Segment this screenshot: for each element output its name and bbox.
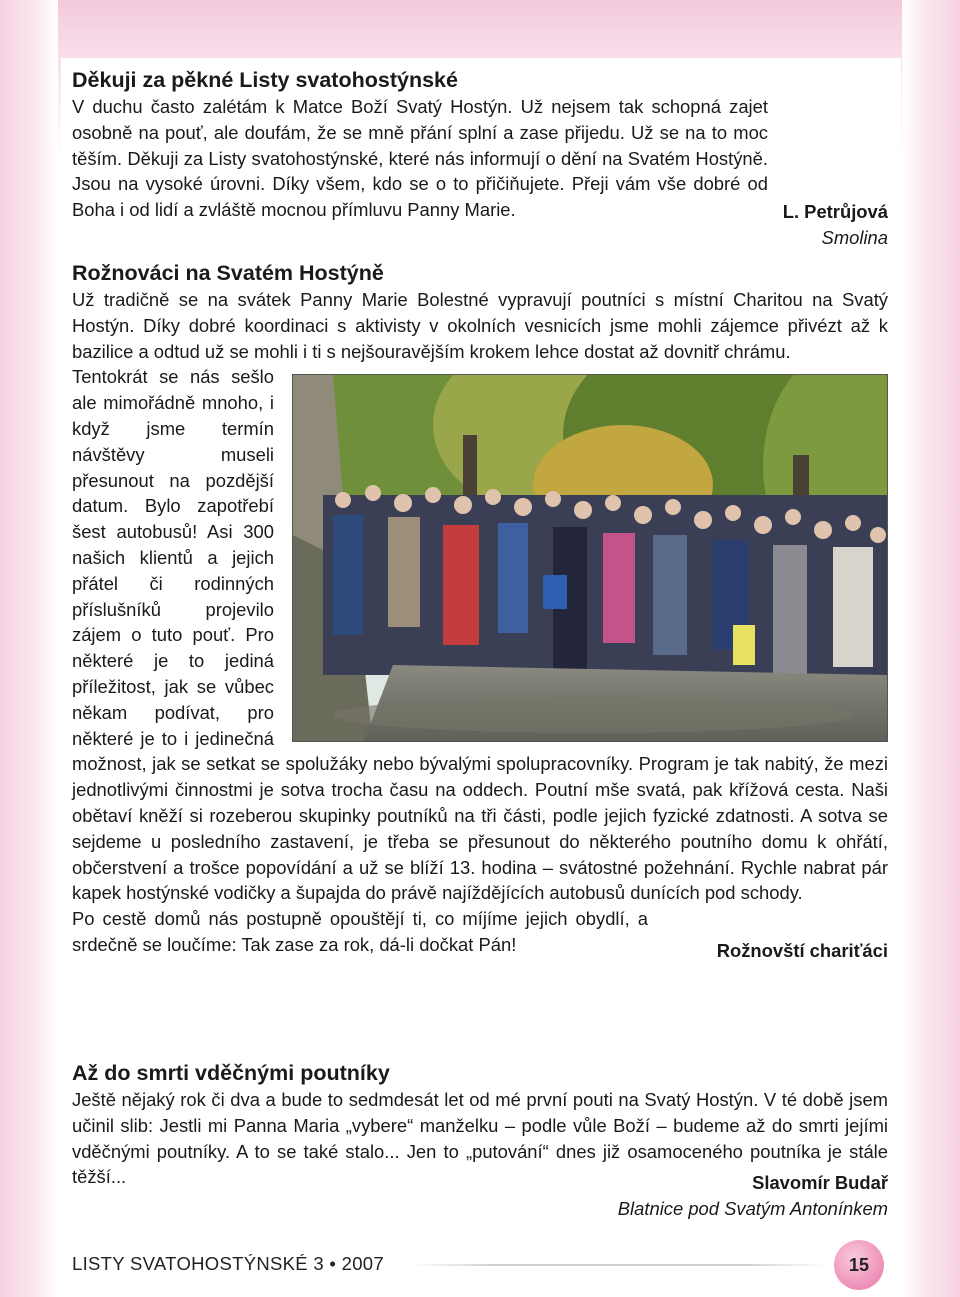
article-author: Slavomír Budař (752, 1172, 888, 1194)
right-decorative-band (902, 0, 960, 1297)
article-author: L. Petrůjová (782, 200, 888, 222)
article-paragraph: Po cestě domů nás postupně opouštějí ti, co míjíme jejich obydlí, a srdečně se loučíme: Tak zase za rok, dá-li dočkat Pán! (72, 908, 648, 955)
article-body: Ještě nějaký rok či dva a bude to sedmdesát let od mé první pouti na Svatý Hostýn. V té době jsem učinil slib: Jestli mi Panna Maria „vybere“ manželku – podle vůle Boží – budeme až do smrti jejími vděčnými poutníky. A to se také stalo... Jen to „putování“ dnes již osamoceného poutníka je stále těžší... (72, 1089, 888, 1188)
article-author: Rožnovští chariťáci (716, 939, 888, 961)
article-thanks (72, 66, 888, 251)
article-body: V duchu často zalétám k Matce Boží Svatý Hostýn. Už nejsem tak schopná zajet osobně na pouť, ale doufám, že se mně přání splní a zase přijedu. Už se na to moc těším. Děkuji za Listy svatohostýnské, které nás informují o dění na Svatém Hostýně. Jsou na vysoké úrovni. Díky všem, kdo se o to přičiňujete. Přeji vám vše dobré od Boha i od lidí a zvláště mocnou přímluvu Panny Marie. (72, 96, 768, 221)
article-paragraph: Tentokrát se nás sešlo ale mimořádně mnoho, i když jsme termín návštěvy museli přesunout na pozdější datum. Bylo zapotřebí šest autobusů! Asi 300 našich klientů a jejich přátel či rodinných příslušníků projevilo zájem o tuto pouť. Pro některé je to jediná příležitost, jak se vůbec někam podívat, pro některé je to i jedinečná možnost, jak se setkat se spolužáky nebo bývalými spolupracovníky. Program je tak nabitý, že mezi jednotlivými činnostmi je sotva trocha času na oddech. Poutní mše svatá, pak křížová cesta. Naši obětaví kněží si rozeberou skupinky poutníků na tři části, podle jejich fyzické zdatnosti. A sotva se sejdeme u posledního zastavení, je třeba se přesunout do některého poutního domu k ohřátí, občerstvení a trošce popovídání a už se blíží 13. hodina – svátostné požehnání. Rychle nabrat pár kapek hostýnské vodičky a šupajda do právě najíždějících autobusů dunících pod schody. (72, 366, 888, 904)
pilgrims-photo (292, 374, 888, 742)
article-roznovaci (72, 259, 888, 964)
article-place: Smolina (821, 226, 888, 248)
page-number-badge (834, 1240, 884, 1290)
article-place: Blatnice pod Svatým Antonínkem (617, 1197, 888, 1219)
footer-divider (412, 1264, 826, 1266)
article-grateful-pilgrims (72, 1059, 888, 1222)
article-title: Až do smrti vděčnými poutníky (72, 1061, 390, 1085)
publication-title: LISTY SVATOHOSTÝNSKÉ 3 • 2007 (72, 1253, 384, 1274)
article-title: Rožnováci na Svatém Hostýně (72, 261, 384, 285)
article-title: Děkuji za pěkné Listy svatohostýnské (72, 68, 458, 92)
article-paragraph: Už tradičně se na svátek Panny Marie Bolestné vypravují poutníci s místní Charitou na Svatý Hostýn. Díky dobré koordinaci s aktivisty v okolních vesnicích jsme mohli zájemce přivézt až k bazilice a odtud už se mohli i ti s nejšouravějším krokem lehce dostat až dovnitř chrámu. (72, 289, 888, 362)
page-number: 15 (848, 1254, 870, 1275)
left-decorative-band (0, 0, 58, 1297)
